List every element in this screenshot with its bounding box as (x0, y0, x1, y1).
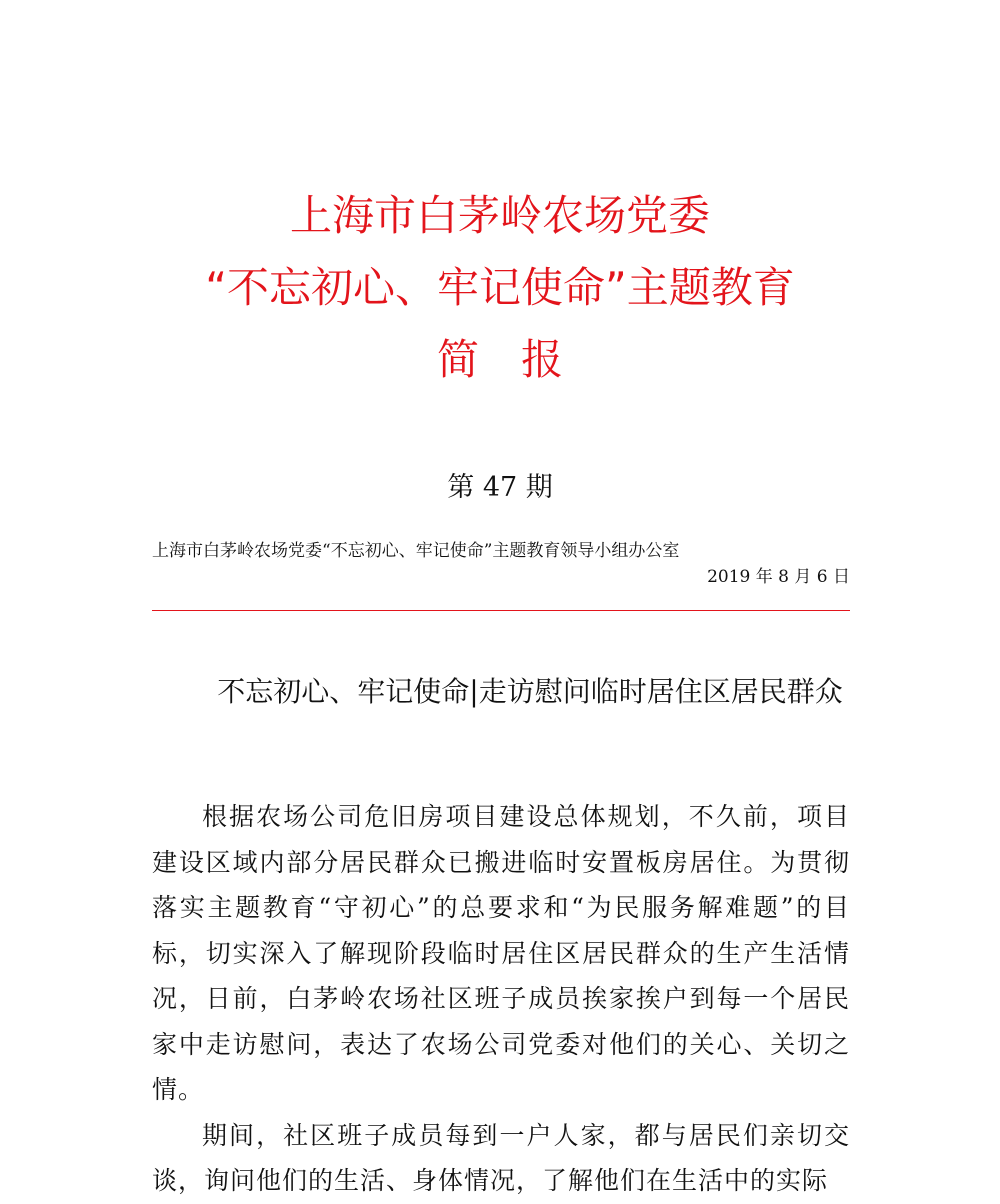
body-paragraph: 期间，社区班子成员每到一户人家，都与居民们亲切交谈，询问他们的生活、身体情况，了解他们在生活中的实际 (152, 1120, 850, 1195)
article-body (152, 794, 850, 1204)
masthead-bulletin-line: 简 报 (436, 335, 563, 384)
issue-date: 2019 年 8 月 6 日 (707, 567, 850, 587)
red-divider-line (152, 610, 850, 611)
bulletin-masthead (0, 180, 1000, 396)
masthead-org-line: 上海市白茅岭农场党委 (289, 191, 710, 240)
body-paragraph: 根据农场公司危旧房项目建设总体规划，不久前，项目建设区域内部分居民群众已搬进临时安置板房居住。为贯彻落实主题教育“守初心”的总要求和“为民服务解难题”的目标，切实深入了解现阶段临时居住区居民群众的生产生活情况，日前，白茅岭农场社区班子成员挨家挨户到每一个居民家中走访慰问，表达了农场公司党委对他们的关心、关切之情。 (152, 802, 850, 1104)
issuing-office: 上海市白茅岭农场党委“不忘初心、牢记使命”主题教育领导小组办公室 (152, 541, 680, 561)
article-title: 不忘初心、牢记使命|走访慰问临时居住区居民群众 (217, 675, 843, 708)
masthead-theme-line: “不忘初心、牢记使命”主题教育 (205, 263, 795, 312)
issue-number: 第 47 期 (447, 472, 553, 503)
